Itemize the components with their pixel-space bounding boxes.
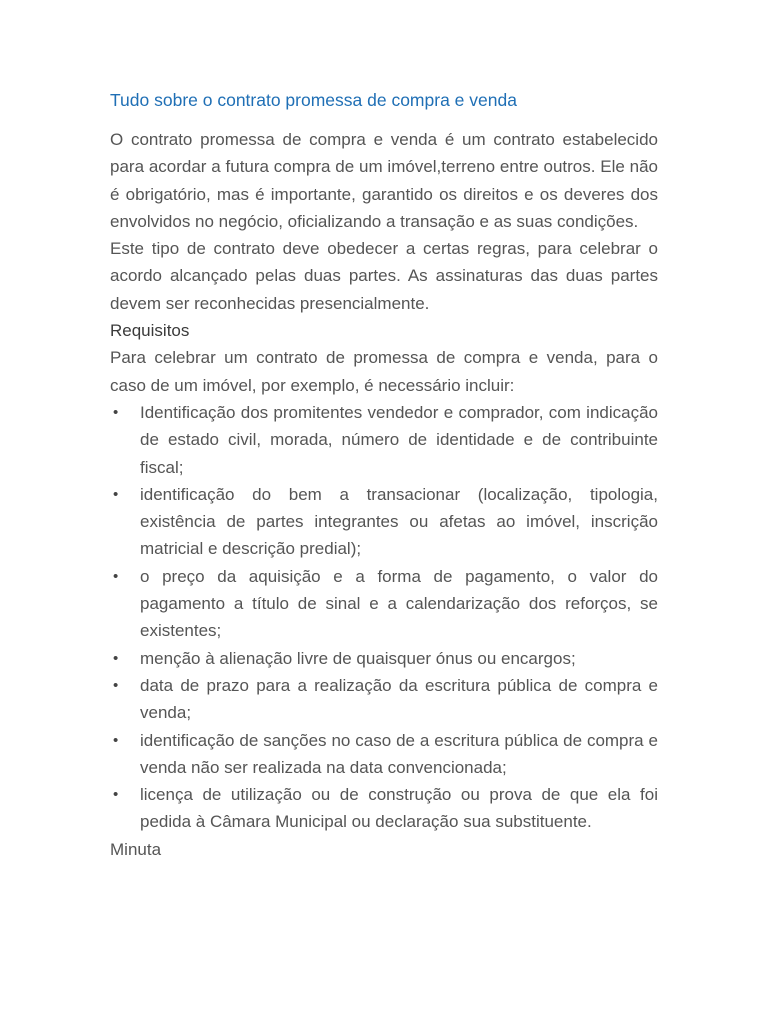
bullet-icon	[113, 672, 118, 699]
list-item-text: data de prazo para a realização da escritura pública de compra e venda;	[140, 675, 658, 723]
section-heading: Requisitos	[110, 321, 190, 341]
document-title: Tudo sobre o contrato promessa de compra e venda	[110, 90, 517, 110]
bullet-icon	[113, 727, 118, 754]
list-item	[110, 781, 658, 836]
list-item	[110, 727, 658, 782]
list-item-text: o preço da aquisição e a forma de pagamento, o valor do pagamento a título de sinal e a calendarização dos reforços, se existentes;	[140, 566, 658, 641]
intro-paragraph: Este tipo de contrato deve obedecer a certas regras, para celebrar o acordo alcançado pelas duas partes. As assinaturas das duas partes devem ser reconhecidas presencialmente.	[110, 239, 658, 313]
list-item-text: menção à alienação livre de quaisquer ónus ou encargos;	[140, 648, 576, 668]
bullet-icon	[113, 645, 118, 672]
bullet-icon	[113, 781, 118, 808]
list-item-text: licença de utilização ou de construção ou prova de que ela foi pedida à Câmara Municipal ou declaração sua substituente.	[140, 785, 658, 832]
list-item	[110, 481, 658, 563]
list-item	[110, 563, 658, 645]
document-page	[110, 88, 658, 863]
list-item	[110, 672, 658, 727]
bullet-icon	[113, 563, 118, 590]
bullet-icon	[113, 399, 118, 426]
list-item-text: identificação de sanções no caso de a escritura pública de compra e venda não ser realizada na data convencionada;	[140, 730, 658, 777]
footer-text: Minuta	[110, 839, 162, 859]
section-intro: Para celebrar um contrato de promessa de compra e venda, para o caso de um imóvel, por exemplo, é necessário incluir:	[110, 348, 658, 395]
list-item	[110, 399, 658, 481]
intro-paragraph: O contrato promessa de compra e venda é um contrato estabelecido para acordar a futura compra de um imóvel,terreno entre outros. Ele não é obrigatório, mas é importante, garantido os direitos e os deveres dos envolvidos no negócio, oficializando a transação e as suas condições.	[110, 130, 658, 231]
bullet-icon	[113, 481, 118, 508]
list-item-text: Identificação dos promitentes vendedor e comprador, com indicação de estado civil, morada, número de identidade e de contribuinte fiscal;	[140, 402, 658, 477]
requirements-list	[110, 399, 658, 836]
list-item	[110, 645, 658, 672]
list-item-text: identificação do bem a transacionar (localização, tipologia, existência de partes integrantes ou afetas ao imóvel, inscrição matricial e descrição predial);	[140, 484, 658, 559]
